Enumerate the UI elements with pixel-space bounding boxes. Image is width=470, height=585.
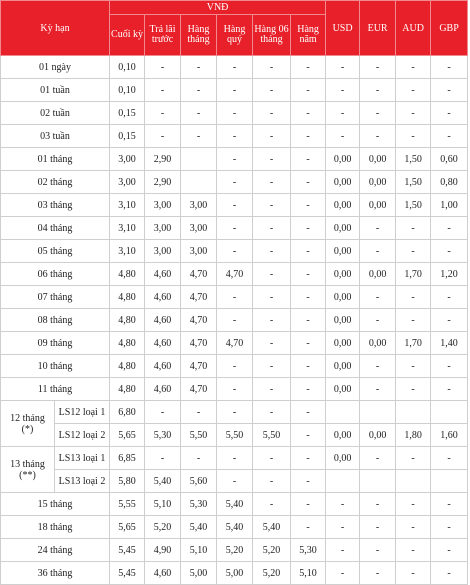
table-cell: 0,10 xyxy=(110,79,145,102)
table-cell: - xyxy=(291,79,326,102)
table-cell: 0,00 xyxy=(326,332,360,355)
term-cell: 15 tháng xyxy=(1,493,110,516)
table-cell: - xyxy=(431,562,468,585)
table-cell: 4,70 xyxy=(181,355,217,378)
table-cell: - xyxy=(396,102,431,125)
table-cell: 4,70 xyxy=(181,332,217,355)
table-cell: - xyxy=(291,355,326,378)
table-cell: - xyxy=(253,171,291,194)
table-cell: - xyxy=(396,355,431,378)
table-cell: - xyxy=(396,378,431,401)
table-cell: 3,00 xyxy=(145,240,181,263)
table-cell: 1,20 xyxy=(431,263,468,286)
table-row xyxy=(1,194,468,217)
table-cell: - xyxy=(253,286,291,309)
table-cell: 0,00 xyxy=(326,286,360,309)
table-cell: - xyxy=(360,102,396,125)
header-vnd: VNĐ xyxy=(110,1,326,15)
table-cell: 0,00 xyxy=(326,355,360,378)
table-cell: - xyxy=(291,217,326,240)
table-cell: 0,80 xyxy=(431,171,468,194)
table-cell: - xyxy=(291,424,326,447)
table-cell: - xyxy=(396,217,431,240)
table-cell: 5,30 xyxy=(291,539,326,562)
table-cell: - xyxy=(431,493,468,516)
table-cell: - xyxy=(360,240,396,263)
table-cell: 0,00 xyxy=(360,424,396,447)
table-cell: - xyxy=(181,401,217,424)
table-cell: 3,00 xyxy=(181,194,217,217)
table-cell: 5,10 xyxy=(181,539,217,562)
table-cell: - xyxy=(396,240,431,263)
header-hang-quy: Hàng quý xyxy=(217,15,253,56)
table-cell: 4,90 xyxy=(145,539,181,562)
table-cell: - xyxy=(253,309,291,332)
table-cell xyxy=(181,171,217,194)
table-cell: - xyxy=(253,355,291,378)
table-cell: 1,70 xyxy=(396,332,431,355)
table-cell: 4,80 xyxy=(110,263,145,286)
table-cell: - xyxy=(360,539,396,562)
header-hang-thang: Hàng tháng xyxy=(181,15,217,56)
table-cell: 2,90 xyxy=(145,148,181,171)
table-cell: - xyxy=(360,286,396,309)
table-cell: - xyxy=(291,263,326,286)
table-cell: - xyxy=(145,79,181,102)
table-row xyxy=(1,240,468,263)
table-cell: - xyxy=(145,125,181,148)
group-term-label: 12 tháng xyxy=(10,412,45,424)
table-cell: - xyxy=(326,102,360,125)
table-cell: 5,45 xyxy=(110,539,145,562)
table-cell: - xyxy=(253,217,291,240)
header-eur: EUR xyxy=(360,1,396,56)
table-cell: - xyxy=(291,309,326,332)
table-cell: 5,20 xyxy=(217,539,253,562)
table-cell: 3,00 xyxy=(181,217,217,240)
table-cell: 5,40 xyxy=(253,516,291,539)
table-cell: - xyxy=(253,470,291,493)
table-cell: 0,00 xyxy=(326,217,360,240)
table-cell: - xyxy=(291,194,326,217)
term-cell: 10 tháng xyxy=(1,355,110,378)
table-cell: - xyxy=(431,539,468,562)
term-cell: 03 tháng xyxy=(1,194,110,217)
table-cell: - xyxy=(217,401,253,424)
table-cell: - xyxy=(431,447,468,470)
table-cell: 0,15 xyxy=(110,102,145,125)
table-cell: 5,50 xyxy=(217,424,253,447)
table-cell xyxy=(360,470,396,493)
table-cell: - xyxy=(217,470,253,493)
table-cell: - xyxy=(253,79,291,102)
table-cell xyxy=(181,148,217,171)
table-cell: 0,00 xyxy=(326,424,360,447)
table-cell: - xyxy=(396,539,431,562)
table-cell: - xyxy=(217,56,253,79)
table-cell: - xyxy=(253,240,291,263)
table-cell: 0,00 xyxy=(326,447,360,470)
group-term-cell xyxy=(1,401,55,447)
term-cell: 01 ngày xyxy=(1,56,110,79)
table-cell: 3,00 xyxy=(110,171,145,194)
table-cell: 5,10 xyxy=(291,562,326,585)
table-body xyxy=(1,56,468,585)
table-cell: 1,60 xyxy=(431,424,468,447)
table-cell: - xyxy=(217,286,253,309)
table-cell: - xyxy=(181,125,217,148)
sub-term-cell: LS12 loại 2 xyxy=(55,424,110,447)
table-cell: 0,60 xyxy=(431,148,468,171)
group-term-cell xyxy=(1,447,55,493)
table-row xyxy=(1,286,468,309)
table-cell: - xyxy=(253,263,291,286)
table-cell: 4,60 xyxy=(145,286,181,309)
table-cell: 4,70 xyxy=(217,263,253,286)
table-row xyxy=(1,493,468,516)
table-cell: 5,65 xyxy=(110,516,145,539)
table-row xyxy=(1,217,468,240)
table-cell: 3,00 xyxy=(181,240,217,263)
table-cell: - xyxy=(217,447,253,470)
table-cell: - xyxy=(253,493,291,516)
table-cell: 6,85 xyxy=(110,447,145,470)
table-cell: 0,00 xyxy=(360,332,396,355)
table-cell xyxy=(396,470,431,493)
table-cell: - xyxy=(431,56,468,79)
table-cell: - xyxy=(360,56,396,79)
table-row xyxy=(1,562,468,585)
table-cell: 5,65 xyxy=(110,424,145,447)
table-cell: 3,00 xyxy=(145,194,181,217)
table-cell: - xyxy=(291,378,326,401)
table-cell: - xyxy=(291,470,326,493)
table-cell: - xyxy=(217,240,253,263)
table-cell: - xyxy=(360,493,396,516)
table-row xyxy=(1,401,468,424)
table-cell: 1,50 xyxy=(396,194,431,217)
table-cell: 5,20 xyxy=(145,516,181,539)
table-cell xyxy=(360,401,396,424)
table-cell: 5,00 xyxy=(217,562,253,585)
table-cell: - xyxy=(145,447,181,470)
table-cell: - xyxy=(396,286,431,309)
table-cell: - xyxy=(396,79,431,102)
group-term-note: (*) xyxy=(21,423,34,435)
table-cell: - xyxy=(253,332,291,355)
table-cell xyxy=(326,470,360,493)
table-cell: 5,40 xyxy=(181,516,217,539)
table-cell: 4,70 xyxy=(181,286,217,309)
table-cell: - xyxy=(291,125,326,148)
table-row xyxy=(1,263,468,286)
header-gbp: GBP xyxy=(431,1,468,56)
term-cell: 36 tháng xyxy=(1,562,110,585)
table-cell: 4,80 xyxy=(110,332,145,355)
table-cell: - xyxy=(181,447,217,470)
table-cell: - xyxy=(291,148,326,171)
table-cell: 5,40 xyxy=(145,470,181,493)
table-cell: 5,30 xyxy=(181,493,217,516)
table-cell xyxy=(431,470,468,493)
table-cell: 1,70 xyxy=(396,263,431,286)
table-cell: - xyxy=(360,217,396,240)
table-cell: - xyxy=(396,447,431,470)
table-cell: 0,00 xyxy=(326,240,360,263)
term-cell: 01 tuần xyxy=(1,79,110,102)
table-cell: - xyxy=(291,493,326,516)
table-row xyxy=(1,539,468,562)
table-row xyxy=(1,470,468,493)
header-tra-lai-truoc: Trả lãi trước xyxy=(145,15,181,56)
table-cell: - xyxy=(217,355,253,378)
table-cell: 4,60 xyxy=(145,332,181,355)
table-cell: - xyxy=(291,447,326,470)
table-cell: - xyxy=(360,516,396,539)
table-cell: 0,00 xyxy=(326,194,360,217)
table-cell: 5,55 xyxy=(110,493,145,516)
term-cell: 05 tháng xyxy=(1,240,110,263)
table-row xyxy=(1,79,468,102)
table-cell: 5,20 xyxy=(253,562,291,585)
table-cell: - xyxy=(253,447,291,470)
term-cell: 24 tháng xyxy=(1,539,110,562)
table-cell: 5,00 xyxy=(181,562,217,585)
table-cell: - xyxy=(360,562,396,585)
table-cell: 5,30 xyxy=(145,424,181,447)
table-cell: - xyxy=(217,194,253,217)
term-cell: 08 tháng xyxy=(1,309,110,332)
table-cell: - xyxy=(326,516,360,539)
table-cell: 5,20 xyxy=(253,539,291,562)
table-cell: 4,60 xyxy=(145,355,181,378)
table-row xyxy=(1,148,468,171)
table-cell: - xyxy=(253,125,291,148)
table-cell: - xyxy=(217,125,253,148)
table-cell: 0,00 xyxy=(360,148,396,171)
table-cell: - xyxy=(253,102,291,125)
table-cell: - xyxy=(396,56,431,79)
sub-term-cell: LS13 loại 2 xyxy=(55,470,110,493)
table-cell: 5,10 xyxy=(145,493,181,516)
table-cell: - xyxy=(431,102,468,125)
table-cell: - xyxy=(326,493,360,516)
table-cell: - xyxy=(396,562,431,585)
table-cell: - xyxy=(360,447,396,470)
table-cell: 4,70 xyxy=(181,263,217,286)
table-cell: - xyxy=(253,378,291,401)
table-cell: 4,60 xyxy=(145,309,181,332)
table-cell: - xyxy=(326,539,360,562)
group-term-label: 13 tháng xyxy=(10,458,45,470)
term-cell: 01 tháng xyxy=(1,148,110,171)
table-cell: - xyxy=(291,102,326,125)
table-cell xyxy=(396,401,431,424)
table-cell: 4,70 xyxy=(181,378,217,401)
sub-term-cell: LS13 loại 1 xyxy=(55,447,110,470)
table-cell: 2,90 xyxy=(145,171,181,194)
table-cell: 0,15 xyxy=(110,125,145,148)
table-cell: 1,80 xyxy=(396,424,431,447)
table-row xyxy=(1,332,468,355)
table-cell: - xyxy=(291,332,326,355)
term-cell: 11 tháng xyxy=(1,378,110,401)
table-cell: - xyxy=(145,102,181,125)
table-row xyxy=(1,378,468,401)
table-cell: 3,10 xyxy=(110,194,145,217)
table-cell: 6,80 xyxy=(110,401,145,424)
term-cell: 09 tháng xyxy=(1,332,110,355)
header-hang-06-thang: Hàng 06 tháng xyxy=(253,15,291,56)
table-cell: 4,70 xyxy=(217,332,253,355)
term-cell: 02 tuần xyxy=(1,102,110,125)
table-cell: 1,50 xyxy=(396,171,431,194)
table-cell: 4,70 xyxy=(181,309,217,332)
table-cell: - xyxy=(217,79,253,102)
table-cell: 4,60 xyxy=(145,263,181,286)
table-cell xyxy=(326,401,360,424)
table-cell: 5,40 xyxy=(217,516,253,539)
table-cell: - xyxy=(145,401,181,424)
table-cell: 4,60 xyxy=(145,562,181,585)
table-cell: - xyxy=(217,309,253,332)
table-cell: - xyxy=(396,125,431,148)
header-term: Kỳ hạn xyxy=(1,1,110,56)
table-row xyxy=(1,125,468,148)
table-row xyxy=(1,171,468,194)
table-cell: - xyxy=(291,401,326,424)
table-cell: 5,40 xyxy=(217,493,253,516)
table-cell: - xyxy=(326,79,360,102)
table-cell: 4,80 xyxy=(110,309,145,332)
table-cell: 1,50 xyxy=(396,148,431,171)
table-cell: - xyxy=(326,56,360,79)
table-cell: - xyxy=(253,194,291,217)
table-cell: - xyxy=(431,286,468,309)
table-cell: 0,00 xyxy=(326,309,360,332)
table-cell: - xyxy=(431,309,468,332)
term-cell: 07 tháng xyxy=(1,286,110,309)
table-cell: - xyxy=(181,102,217,125)
table-cell xyxy=(431,401,468,424)
table-cell: - xyxy=(217,148,253,171)
table-cell: 1,40 xyxy=(431,332,468,355)
table-cell: 0,00 xyxy=(360,171,396,194)
table-row xyxy=(1,447,468,470)
table-cell: - xyxy=(181,56,217,79)
table-cell: 0,00 xyxy=(326,263,360,286)
table-cell: - xyxy=(360,125,396,148)
table-cell: 3,00 xyxy=(145,217,181,240)
table-cell: - xyxy=(291,56,326,79)
table-cell: - xyxy=(431,79,468,102)
table-cell: 4,80 xyxy=(110,355,145,378)
table-cell: - xyxy=(217,217,253,240)
table-cell: 0,00 xyxy=(360,263,396,286)
table-row xyxy=(1,56,468,79)
table-cell: - xyxy=(253,56,291,79)
table-row xyxy=(1,102,468,125)
table-header xyxy=(1,1,468,56)
table-cell: 0,10 xyxy=(110,56,145,79)
table-cell: 1,00 xyxy=(431,194,468,217)
table-cell: - xyxy=(431,217,468,240)
term-cell: 06 tháng xyxy=(1,263,110,286)
table-cell: 5,50 xyxy=(181,424,217,447)
table-cell: 0,00 xyxy=(360,194,396,217)
table-cell: - xyxy=(145,56,181,79)
table-cell: 5,80 xyxy=(110,470,145,493)
table-cell: - xyxy=(431,240,468,263)
table-row xyxy=(1,309,468,332)
table-cell: 5,45 xyxy=(110,562,145,585)
table-cell: - xyxy=(291,516,326,539)
table-cell: - xyxy=(396,309,431,332)
table-cell: - xyxy=(431,355,468,378)
table-row xyxy=(1,424,468,447)
table-cell: - xyxy=(181,79,217,102)
table-cell: 3,10 xyxy=(110,217,145,240)
table-row xyxy=(1,516,468,539)
table-cell: - xyxy=(396,493,431,516)
header-aud: AUD xyxy=(396,1,431,56)
table-cell: 0,00 xyxy=(326,148,360,171)
table-cell: - xyxy=(360,378,396,401)
table-cell: - xyxy=(360,309,396,332)
table-cell: 3,10 xyxy=(110,240,145,263)
term-cell: 02 tháng xyxy=(1,171,110,194)
header-usd: USD xyxy=(326,1,360,56)
table-cell: - xyxy=(360,355,396,378)
table-cell: 0,00 xyxy=(326,378,360,401)
table-cell: - xyxy=(431,378,468,401)
group-term-note: (**) xyxy=(19,469,36,481)
header-cuoi-ky: Cuối kỳ xyxy=(110,15,145,56)
table-cell: - xyxy=(291,171,326,194)
table-cell: - xyxy=(253,148,291,171)
sub-term-cell: LS12 loại 1 xyxy=(55,401,110,424)
table-cell: 4,80 xyxy=(110,378,145,401)
table-cell: - xyxy=(291,286,326,309)
table-cell: - xyxy=(360,79,396,102)
table-cell: 4,80 xyxy=(110,286,145,309)
table-cell: - xyxy=(396,516,431,539)
table-cell: 0,00 xyxy=(326,171,360,194)
table-cell: 5,60 xyxy=(181,470,217,493)
header-hang-nam: Hàng năm xyxy=(291,15,326,56)
table-cell: - xyxy=(253,401,291,424)
table-cell: - xyxy=(217,171,253,194)
table-cell: - xyxy=(217,378,253,401)
table-cell: - xyxy=(217,102,253,125)
term-cell: 03 tuần xyxy=(1,125,110,148)
table-cell: 4,60 xyxy=(145,378,181,401)
term-cell: 04 tháng xyxy=(1,217,110,240)
table-cell: 5,50 xyxy=(253,424,291,447)
table-cell: - xyxy=(326,125,360,148)
table-row xyxy=(1,355,468,378)
table-cell: - xyxy=(291,240,326,263)
table-cell: 3,00 xyxy=(110,148,145,171)
term-cell: 18 tháng xyxy=(1,516,110,539)
table-cell: - xyxy=(431,516,468,539)
table-cell: - xyxy=(431,125,468,148)
table-cell: - xyxy=(326,562,360,585)
